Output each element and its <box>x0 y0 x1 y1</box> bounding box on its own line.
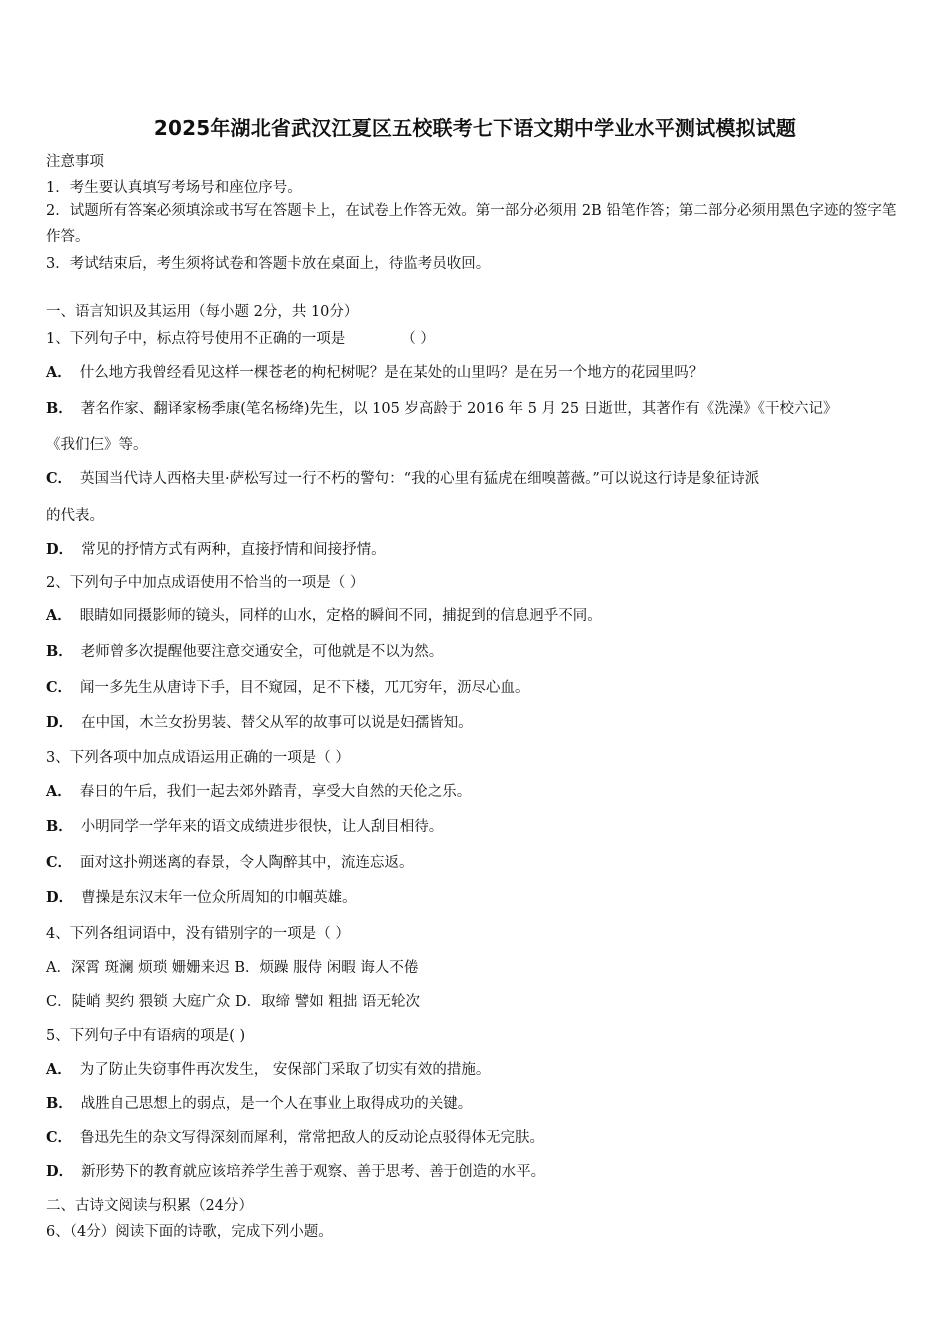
section-2-heading: 二、古诗文阅读与积累（24分） <box>46 1198 253 1214</box>
question-5-option-b: B． 战胜自己思想上的弱点，是一个人在事业上取得成功的关键。 <box>46 1095 473 1112</box>
question-2-option-d: D． 在中国，木兰女扮男装、替父从军的故事可以说是妇孺皆知。 <box>46 714 473 731</box>
question-5-option-d: D． 新形势下的教育就应该培养学生善于观察、善于思考、善于创造的水平。 <box>46 1163 546 1180</box>
question-2-stem: 2、下列句子中加点成语使用不恰当的一项是（ ） <box>46 575 365 591</box>
question-3-option-d: D． 曹操是东汉末年一位众所周知的巾帼英雄。 <box>46 889 357 906</box>
question-1-option-c: C． 英国当代诗人西格夫里·萨松写过一行不朽的警句：“我的心里有猛虎在细嗅蔷薇。”可以说这行诗是象征诗派 <box>46 470 760 487</box>
question-1-option-c-cont: 的代表。 <box>46 508 104 524</box>
question-1-option-a: A． 什么地方我曾经看见这样一棵苍老的枸杞树呢？是在某处的山里吗？是在另一个地方的花园里吗？ <box>46 364 704 381</box>
page-title: 2025年湖北省武汉江夏区五校联考七下语文期中学业水平测试模拟试题 <box>153 116 797 140</box>
question-5-option-c: C． 鲁迅先生的杂文写得深刻而犀利，常常把敌人的反动论点驳得体无完肤。 <box>46 1129 545 1146</box>
question-2-option-a: A． 眼睛如同摄影师的镜头，同样的山水，定格的瞬间不同，捕捉到的信息迥乎不同。 <box>46 607 602 624</box>
question-3-stem: 3、下列各项中加点成语运用正确的一项是（ ） <box>46 750 350 766</box>
question-3-option-c: C． 面对这扑朔迷离的春景，令人陶醉其中，流连忘返。 <box>46 854 414 871</box>
notice-item-2: 2．试题所有答案必须填涂或书写在答题卡上，在试卷上作答无效。第一部分必须用 2B 铅笔作答；第二部分必须用黑色字迹的签字笔作答。 <box>46 203 897 245</box>
question-4-row-2: C．陡峭 契约 猥锁 大庭广众 D．取缔 譬如 粗拙 语无轮次 <box>46 994 420 1010</box>
question-4-stem: 4、下列各组词语中，没有错别字的一项是（ ） <box>46 926 350 942</box>
question-1-option-b: B． 著名作家、翻译家杨季康(笔名杨绛)先生，以 105 岁高龄于 2016 年 5 月 25 日逝世，其著作有《洗澡》《干校六记》 <box>46 400 838 417</box>
notice-heading: 注意事项 <box>46 154 104 170</box>
question-5-option-a: A． 为了防止失窃事件再次发生， 安保部门采取了切实有效的措施。 <box>46 1061 491 1078</box>
question-1-option-b-cont: 《我们仨》等。 <box>46 437 148 453</box>
question-3-option-a: A． 春日的午后，我们一起去郊外踏青，享受大自然的天伦之乐。 <box>46 783 472 800</box>
question-1-stem: 1、下列句子中，标点符号使用不正确的一项是 （ ） <box>46 331 435 347</box>
notice-item-3: 3．考试结束后，考生须将试卷和答题卡放在桌面上，待监考员收回。 <box>46 256 491 272</box>
notice-item-1: 1．考生要认真填写考场号和座位序号。 <box>46 180 302 196</box>
question-2-option-b: B． 老师曾多次提醒他要注意交通安全，可他就是不以为然。 <box>46 643 444 660</box>
question-2-option-c: C． 闻一多先生从唐诗下手，目不窥园，足不下楼，兀兀穷年，沥尽心血。 <box>46 679 530 696</box>
question-5-stem: 5、下列句子中有语病的项是( ) <box>46 1028 246 1044</box>
question-4-row-1: A．深霄 斑澜 烦琐 姗姗来迟 B．烦躁 服侍 闲暇 诲人不倦 <box>46 960 419 976</box>
question-3-option-b: B． 小明同学一学年来的语文成绩进步很快，让人刮目相待。 <box>46 818 444 835</box>
section-1-heading: 一、语言知识及其运用（每小题 2分，共 10分） <box>46 304 359 320</box>
question-6-stem: 6、（4分）阅读下面的诗歌，完成下列小题。 <box>46 1224 333 1240</box>
question-1-option-d: D． 常见的抒情方式有两种，直接抒情和间接抒情。 <box>46 541 386 558</box>
